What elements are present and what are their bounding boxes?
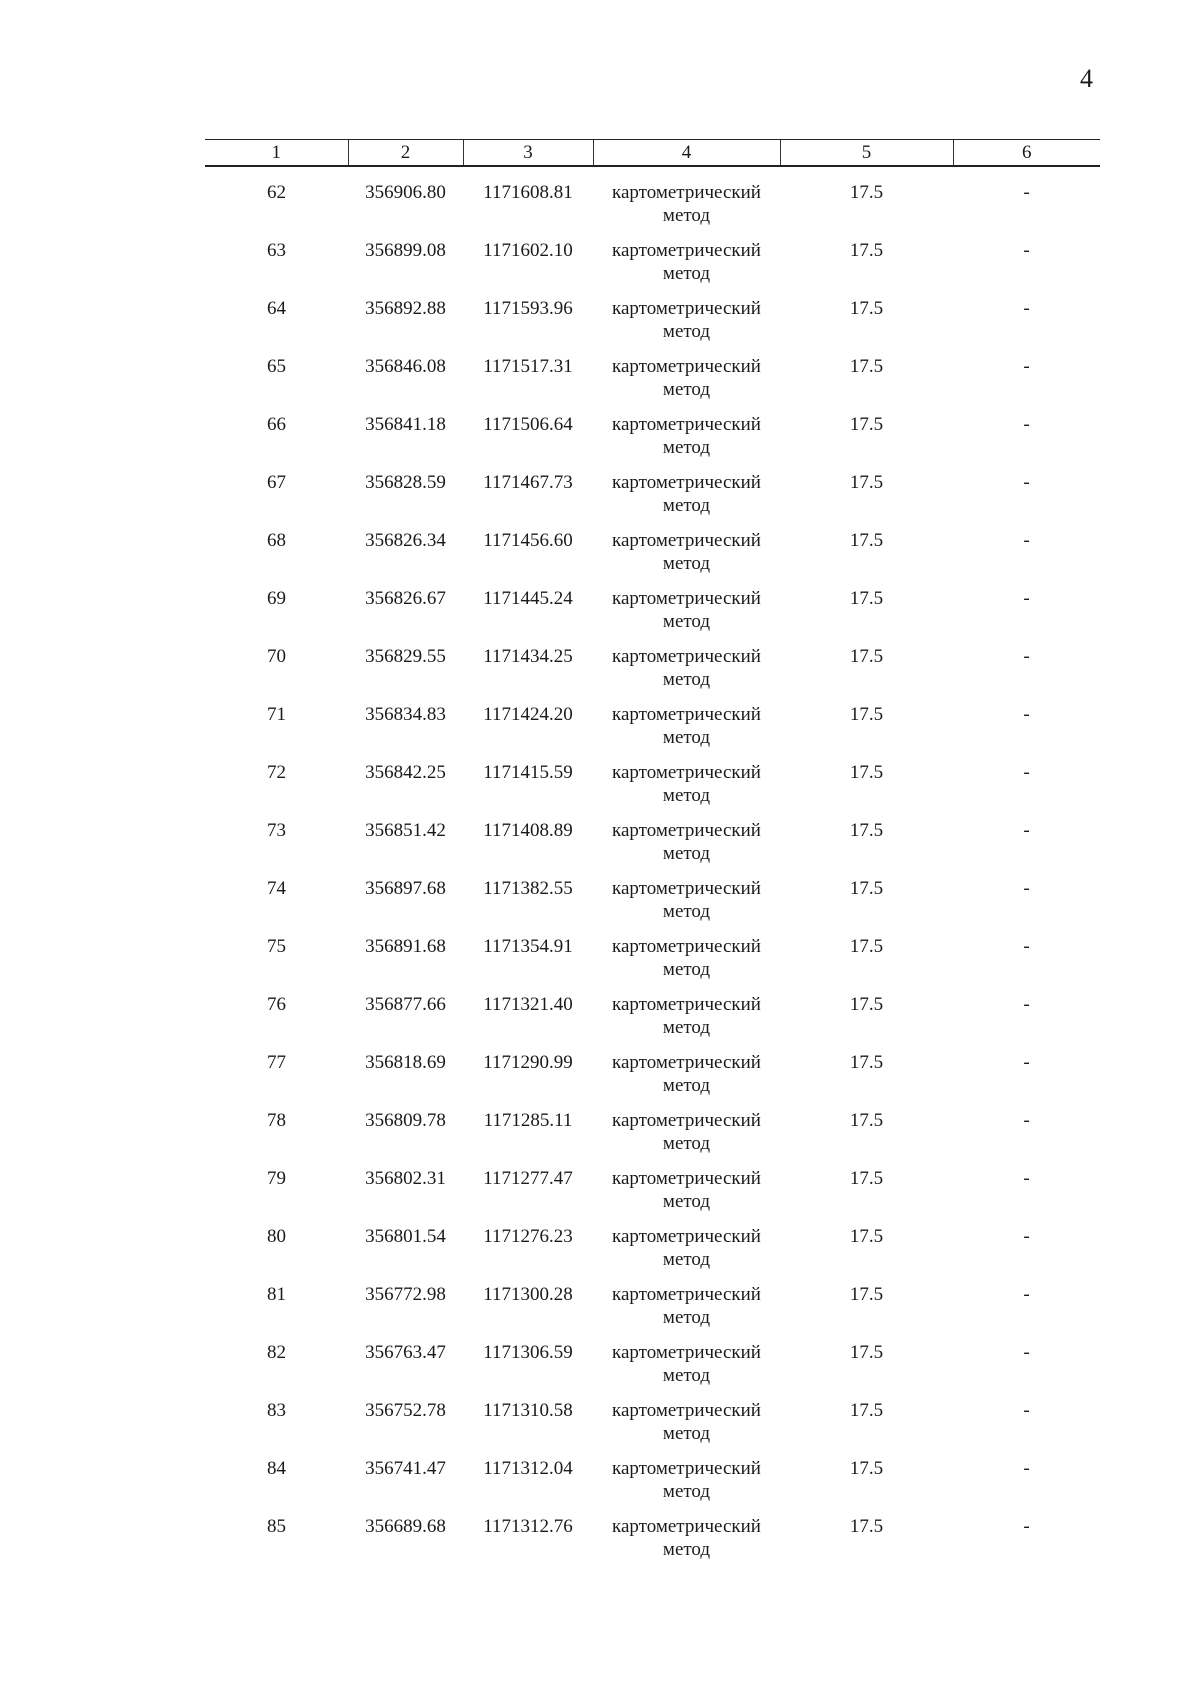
header-col-2: 2 [348,140,463,167]
point-number-cell: 63 [267,240,286,261]
method-line-2: метод [662,1017,711,1038]
note-cell: - [1023,588,1030,609]
page-number: 4 [1080,64,1093,93]
method-line-1: картометрический [612,762,761,783]
x-coordinate-cell: 356741.47 [365,1458,446,1479]
note-cell: - [1023,820,1030,841]
point-number-cell: 83 [267,1400,286,1421]
method-line-2: метод [662,669,711,690]
table-row [205,413,1100,471]
method-line-2: метод [662,785,711,806]
point-number-cell: 69 [267,588,286,609]
point-number-cell: 81 [267,1284,286,1305]
method-cell [593,471,780,529]
note-cell: - [1023,936,1030,957]
table-row [205,761,1100,819]
x-coordinate-cell: 356851.42 [365,820,446,841]
x-coordinate-cell: 356689.68 [365,1516,446,1537]
method-line-1: картометрический [612,414,761,435]
point-number-cell: 70 [267,646,286,667]
note-cell: - [1023,182,1030,203]
table-row [205,877,1100,935]
y-coordinate-cell: 1171310.58 [483,1400,573,1421]
note-cell: - [1023,994,1030,1015]
method-line-2: метод [662,1539,711,1560]
accuracy-cell: 17.5 [849,646,884,667]
point-number-cell: 84 [267,1458,286,1479]
table-row [205,1399,1100,1457]
x-coordinate-cell: 356752.78 [365,1400,446,1421]
point-number-cell: 65 [267,356,286,377]
table-row [205,181,1100,239]
accuracy-cell: 17.5 [849,762,884,783]
method-line-1: картометрический [612,472,761,493]
y-coordinate-cell: 1171277.47 [483,1168,573,1189]
accuracy-cell: 17.5 [849,704,884,725]
x-coordinate-cell: 356891.68 [365,936,446,957]
method-cell [593,1515,780,1573]
accuracy-cell: 17.5 [849,1516,884,1537]
accuracy-cell: 17.5 [849,414,884,435]
y-coordinate-cell: 1171321.40 [483,994,573,1015]
table-row [205,529,1100,587]
method-cell [593,993,780,1051]
table-row [205,1457,1100,1515]
accuracy-cell: 17.5 [849,240,884,261]
accuracy-cell: 17.5 [849,1226,884,1247]
table-row [205,587,1100,645]
point-number-cell: 78 [267,1110,286,1131]
accuracy-cell: 17.5 [849,472,884,493]
method-line-2: метод [662,553,711,574]
y-coordinate-cell: 1171415.59 [483,762,573,783]
table-row [205,1515,1100,1573]
method-line-2: метод [662,727,711,748]
method-line-1: картометрический [612,1052,761,1073]
note-cell: - [1023,530,1030,551]
point-number-cell: 73 [267,820,286,841]
note-cell: - [1023,472,1030,493]
x-coordinate-cell: 356826.67 [365,588,446,609]
point-number-cell: 71 [267,704,286,725]
table-row [205,1341,1100,1399]
accuracy-cell: 17.5 [849,878,884,899]
table-row [205,819,1100,877]
note-cell: - [1023,356,1030,377]
accuracy-cell: 17.5 [849,1168,884,1189]
method-cell [593,761,780,819]
accuracy-cell: 17.5 [849,994,884,1015]
accuracy-cell: 17.5 [849,182,884,203]
y-coordinate-cell: 1171285.11 [483,1110,573,1131]
coordinates-table [205,139,1100,1573]
x-coordinate-cell: 356829.55 [365,646,446,667]
note-cell: - [1023,240,1030,261]
point-number-cell: 77 [267,1052,286,1073]
method-line-2: метод [662,843,711,864]
method-line-1: картометрический [612,588,761,609]
note-cell: - [1023,1052,1030,1073]
method-line-1: картометрический [612,878,761,899]
header-row [205,140,1100,167]
method-cell [593,645,780,703]
method-line-1: картометрический [612,1400,761,1421]
accuracy-cell: 17.5 [849,1284,884,1305]
accuracy-cell: 17.5 [849,820,884,841]
x-coordinate-cell: 356828.59 [365,472,446,493]
table-row [205,1283,1100,1341]
method-cell [593,1457,780,1515]
method-line-1: картометрический [612,298,761,319]
method-cell [593,1341,780,1399]
point-number-cell: 85 [267,1516,286,1537]
x-coordinate-cell: 356842.25 [365,762,446,783]
method-line-1: картометрический [612,240,761,261]
method-line-1: картометрический [612,530,761,551]
table-header [205,140,1100,167]
method-line-2: метод [662,1365,711,1386]
method-line-2: метод [662,321,711,342]
header-col-4: 4 [593,140,780,167]
method-line-2: метод [662,205,711,226]
method-line-1: картометрический [612,994,761,1015]
point-number-cell: 75 [267,936,286,957]
y-coordinate-cell: 1171354.91 [483,936,573,957]
method-line-2: метод [662,263,711,284]
y-coordinate-cell: 1171434.25 [483,646,573,667]
table-row [205,703,1100,761]
accuracy-cell: 17.5 [849,1400,884,1421]
note-cell: - [1023,704,1030,725]
method-cell [593,703,780,761]
point-number-cell: 62 [267,182,286,203]
y-coordinate-cell: 1171424.20 [483,704,573,725]
method-line-1: картометрический [612,646,761,667]
note-cell: - [1023,1342,1030,1363]
method-cell [593,587,780,645]
table-row [205,993,1100,1051]
point-number-cell: 82 [267,1342,286,1363]
point-number-cell: 68 [267,530,286,551]
x-coordinate-cell: 356809.78 [365,1110,446,1131]
table-row [205,935,1100,993]
note-cell: - [1023,1458,1030,1479]
note-cell: - [1023,1226,1030,1247]
x-coordinate-cell: 356897.68 [365,878,446,899]
method-line-1: картометрический [612,1284,761,1305]
y-coordinate-cell: 1171290.99 [483,1052,573,1073]
method-line-2: метод [662,901,711,922]
method-line-2: метод [662,1075,711,1096]
method-line-1: картометрический [612,1516,761,1537]
y-coordinate-cell: 1171300.28 [483,1284,573,1305]
table-row [205,1109,1100,1167]
method-line-1: картометрический [612,1110,761,1131]
method-line-1: картометрический [612,936,761,957]
x-coordinate-cell: 356826.34 [365,530,446,551]
method-line-1: картометрический [612,1458,761,1479]
method-line-2: метод [662,1249,711,1270]
accuracy-cell: 17.5 [849,356,884,377]
point-number-cell: 79 [267,1168,286,1189]
table-row [205,239,1100,297]
x-coordinate-cell: 356906.80 [365,182,446,203]
accuracy-cell: 17.5 [849,1052,884,1073]
method-cell [593,877,780,935]
method-line-2: метод [662,1133,711,1154]
accuracy-cell: 17.5 [849,1342,884,1363]
y-coordinate-cell: 1171608.81 [483,182,573,203]
point-number-cell: 76 [267,994,286,1015]
point-number-cell: 72 [267,762,286,783]
x-coordinate-cell: 356892.88 [365,298,446,319]
method-line-1: картометрический [612,1226,761,1247]
note-cell: - [1023,646,1030,667]
header-col-3: 3 [463,140,593,167]
table-row [205,645,1100,703]
accuracy-cell: 17.5 [849,530,884,551]
method-line-1: картометрический [612,1168,761,1189]
note-cell: - [1023,298,1030,319]
y-coordinate-cell: 1171467.73 [483,472,573,493]
note-cell: - [1023,878,1030,899]
method-cell [593,819,780,877]
x-coordinate-cell: 356802.31 [365,1168,446,1189]
method-line-1: картометрический [612,1342,761,1363]
method-line-2: метод [662,495,711,516]
table-row [205,1225,1100,1283]
method-cell [593,1225,780,1283]
note-cell: - [1023,414,1030,435]
method-cell [593,529,780,587]
x-coordinate-cell: 356846.08 [365,356,446,377]
accuracy-cell: 17.5 [849,1110,884,1131]
method-line-2: метод [662,1191,711,1212]
y-coordinate-cell: 1171506.64 [483,414,573,435]
method-line-1: картометрический [612,704,761,725]
accuracy-cell: 17.5 [849,588,884,609]
coordinates-table-container [205,139,1100,1573]
method-cell [593,297,780,355]
method-cell [593,239,780,297]
method-line-1: картометрический [612,820,761,841]
method-line-1: картометрический [612,356,761,377]
x-coordinate-cell: 356834.83 [365,704,446,725]
method-cell [593,413,780,471]
method-line-2: метод [662,1481,711,1502]
method-cell [593,1283,780,1341]
method-line-2: метод [662,611,711,632]
y-coordinate-cell: 1171602.10 [483,240,573,261]
method-cell [593,355,780,413]
point-number-cell: 80 [267,1226,286,1247]
point-number-cell: 66 [267,414,286,435]
method-line-2: метод [662,379,711,400]
y-coordinate-cell: 1171312.76 [483,1516,573,1537]
header-col-6: 6 [953,140,1100,167]
table-body [205,166,1100,1573]
point-number-cell: 74 [267,878,286,899]
method-line-2: метод [662,1307,711,1328]
y-coordinate-cell: 1171593.96 [483,298,573,319]
y-coordinate-cell: 1171276.23 [483,1226,573,1247]
method-cell [593,1109,780,1167]
note-cell: - [1023,1110,1030,1131]
method-cell [593,1399,780,1457]
x-coordinate-cell: 356818.69 [365,1052,446,1073]
accuracy-cell: 17.5 [849,936,884,957]
method-cell [593,1051,780,1109]
method-line-2: метод [662,1423,711,1444]
table-row [205,297,1100,355]
method-cell [593,181,780,239]
y-coordinate-cell: 1171408.89 [483,820,573,841]
note-cell: - [1023,1400,1030,1421]
accuracy-cell: 17.5 [849,298,884,319]
x-coordinate-cell: 356841.18 [365,414,446,435]
note-cell: - [1023,762,1030,783]
table-row [205,355,1100,413]
x-coordinate-cell: 356772.98 [365,1284,446,1305]
y-coordinate-cell: 1171306.59 [483,1342,573,1363]
point-number-cell: 67 [267,472,286,493]
method-line-2: метод [662,959,711,980]
header-col-1: 1 [205,140,348,167]
y-coordinate-cell: 1171517.31 [483,356,573,377]
header-col-5: 5 [780,140,953,167]
table-row [205,1051,1100,1109]
header-spacer [205,166,1100,181]
note-cell: - [1023,1284,1030,1305]
accuracy-cell: 17.5 [849,1458,884,1479]
table-row [205,1167,1100,1225]
note-cell: - [1023,1516,1030,1537]
y-coordinate-cell: 1171456.60 [483,530,573,551]
y-coordinate-cell: 1171445.24 [483,588,573,609]
method-line-1: картометрический [612,182,761,203]
method-cell [593,1167,780,1225]
y-coordinate-cell: 1171382.55 [483,878,573,899]
table-row [205,471,1100,529]
method-cell [593,935,780,993]
x-coordinate-cell: 356763.47 [365,1342,446,1363]
point-number-cell: 64 [267,298,286,319]
x-coordinate-cell: 356899.08 [365,240,446,261]
method-line-2: метод [662,437,711,458]
x-coordinate-cell: 356801.54 [365,1226,446,1247]
y-coordinate-cell: 1171312.04 [483,1458,573,1479]
x-coordinate-cell: 356877.66 [365,994,446,1015]
note-cell: - [1023,1168,1030,1189]
